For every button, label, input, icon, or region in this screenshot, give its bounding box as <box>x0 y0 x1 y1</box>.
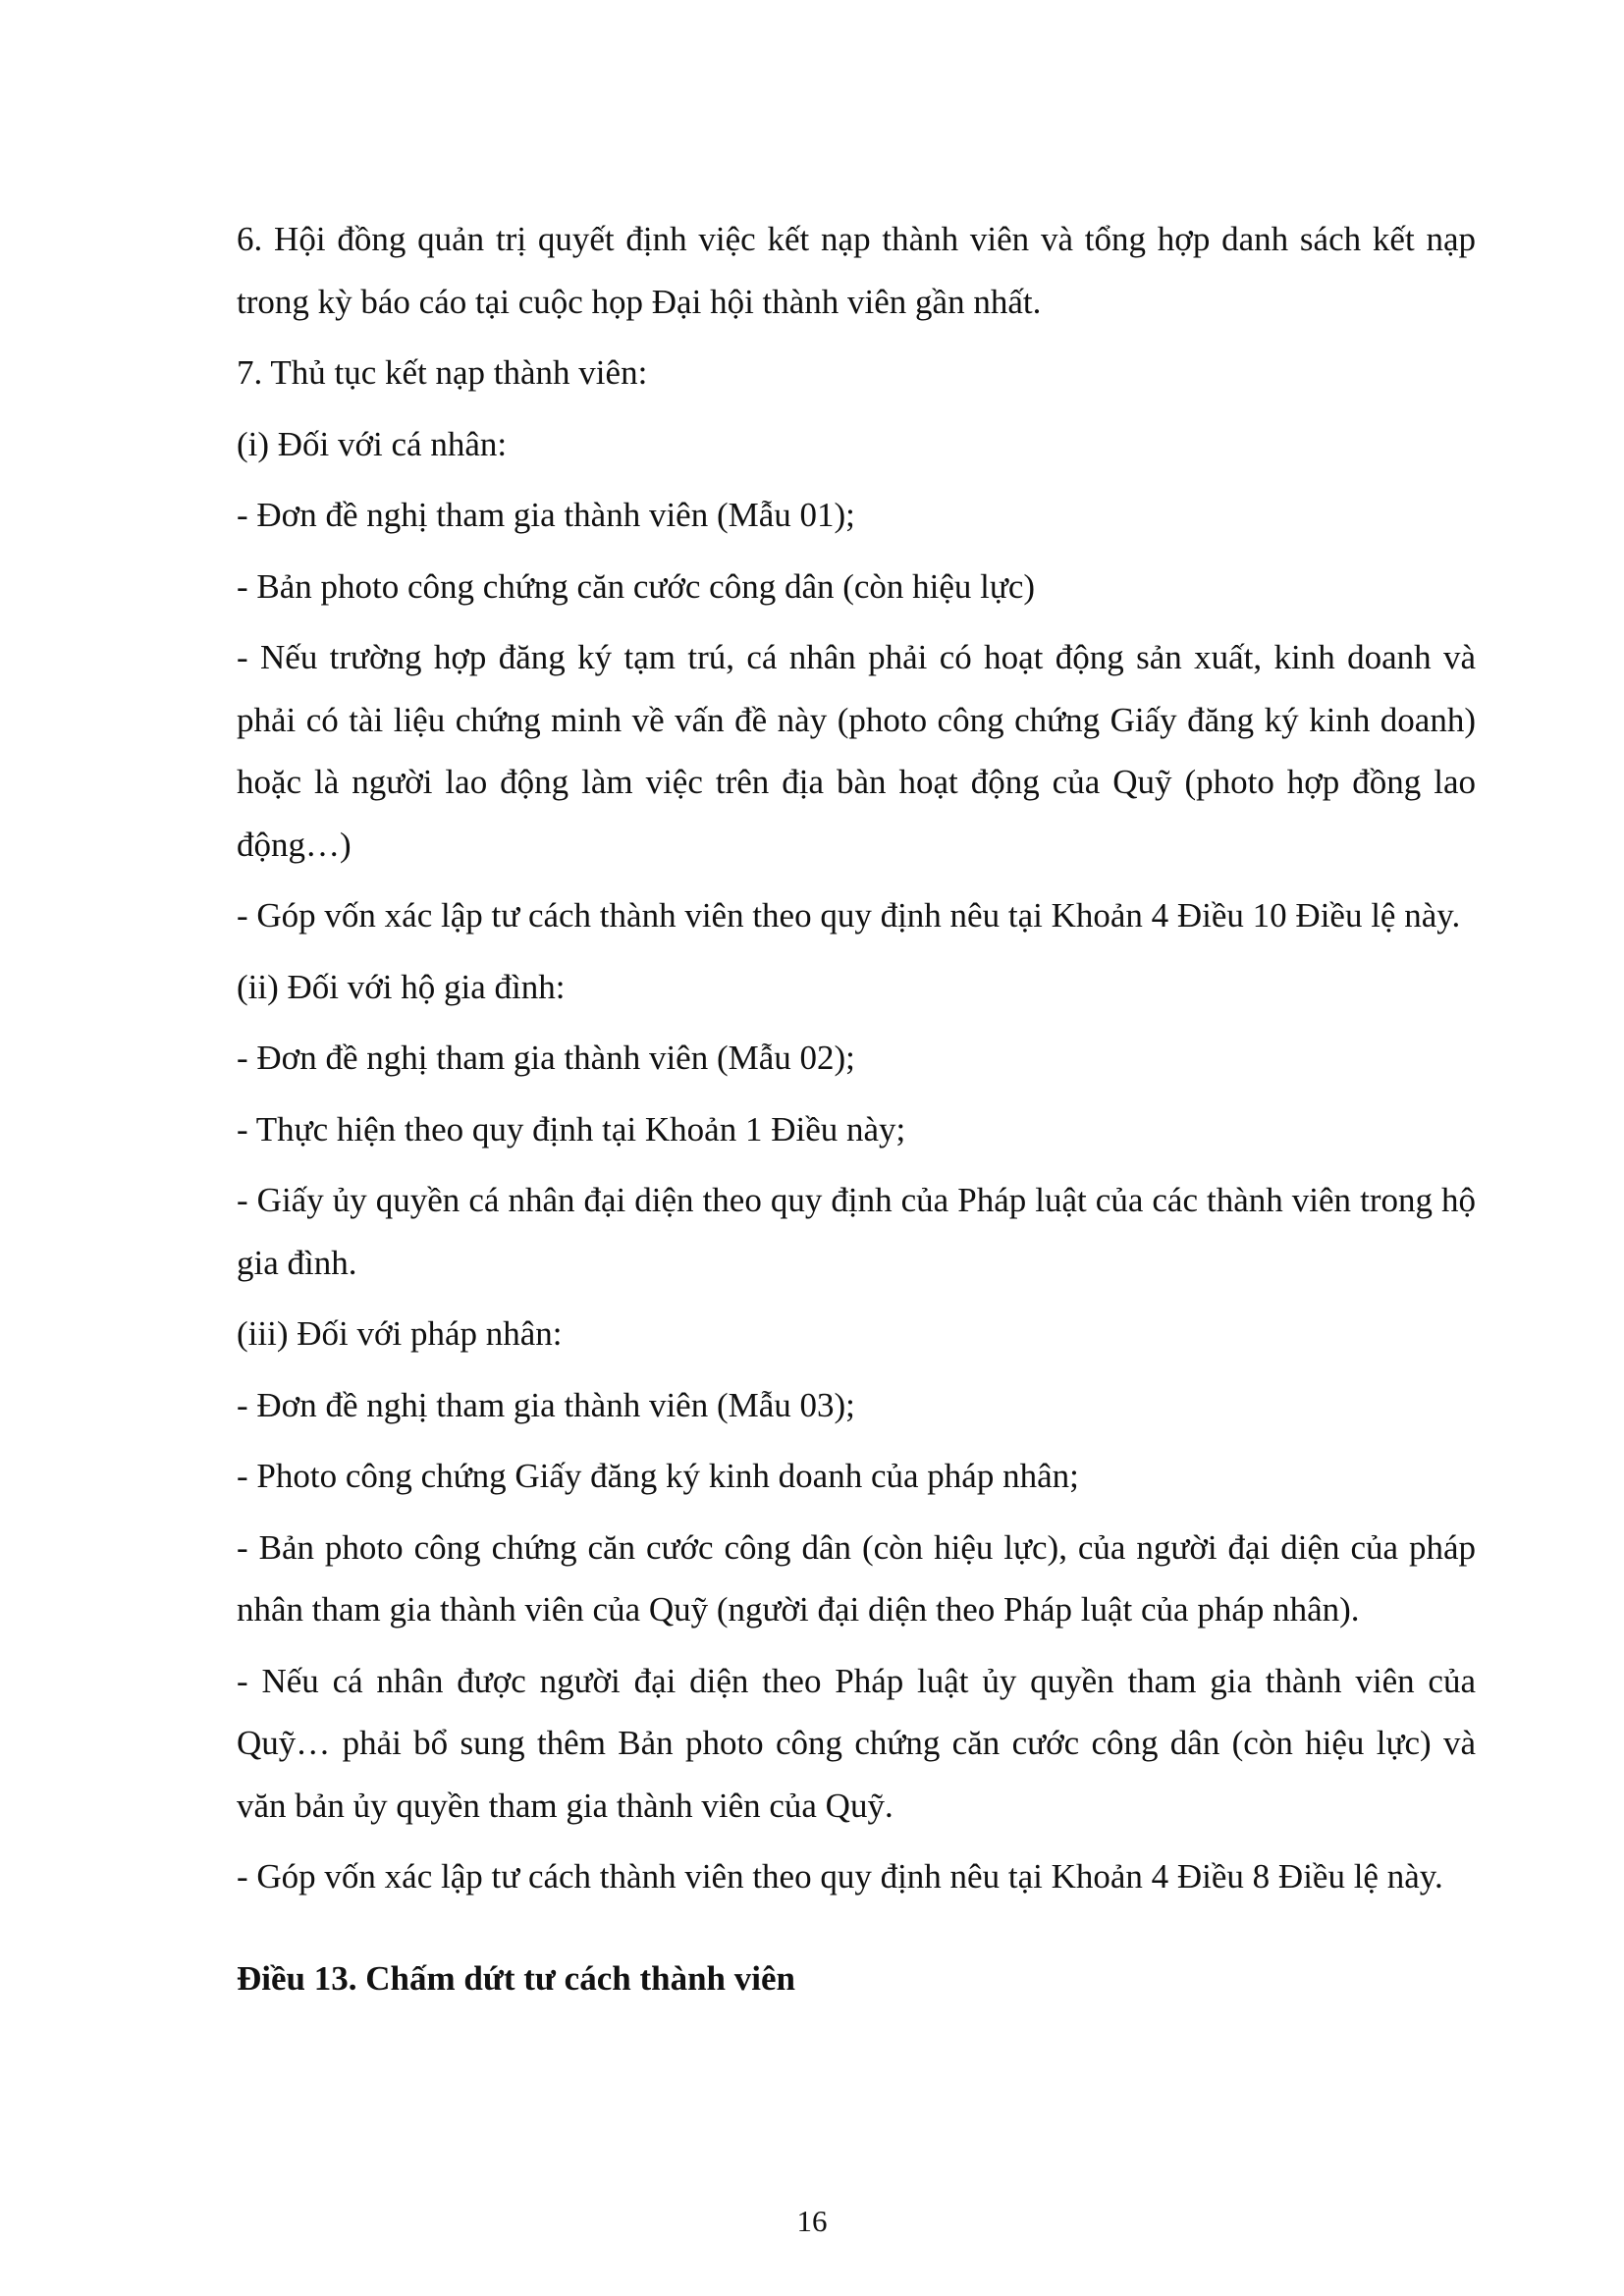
list-item: - Góp vốn xác lập tư cách thành viên theo quy định nêu tại Khoản 4 Điều 10 Điều lệ này. <box>237 896 1461 934</box>
subheading-individuals: (i) Đối với cá nhân: <box>237 424 508 463</box>
article-13-heading: Điều 13. Chấm dứt tư cách thành viên <box>237 1958 795 1998</box>
list-item: - Bản photo công chứng căn cước công dân (còn hiệu lực) <box>237 566 1036 606</box>
page-number: 16 <box>796 2204 828 2238</box>
list-item: - Góp vốn xác lập tư cách thành viên theo quy định nêu tại Khoản 4 Điều 8 Điều lệ này. <box>237 1857 1443 1896</box>
list-item: - Nếu trường hợp đăng ký tạm trú, cá nhân phải có hoạt động sản xuất, kinh doanh và phải có tài liệu chứng minh về vấn đề này (photo công chứng Giấy đăng ký kinh doanh) hoặc là người lao động làm việc trên địa bàn hoạt động của Quỹ (photo hợp đồng lao động…) <box>237 638 1476 864</box>
list-item: - Bản photo công chứng căn cước công dân (còn hiệu lực), của người đại diện của pháp nhân tham gia thành viên của Quỹ (người đại diện theo Pháp luật của pháp nhân). <box>237 1527 1476 1629</box>
list-item: - Đơn đề nghị tham gia thành viên (Mẫu 01); <box>237 496 855 534</box>
paragraph-item-7-admission-procedure: 7. Thủ tục kết nạp thành viên: <box>237 353 648 392</box>
subheading-households: (ii) Đối với hộ gia đình: <box>237 967 566 1006</box>
subheading-legal-entities: (iii) Đối với pháp nhân: <box>237 1314 563 1353</box>
list-item: - Nếu cá nhân được người đại diện theo Pháp luật ủy quyền tham gia thành viên của Quỹ… phải bổ sung thêm Bản photo công chứng căn cước công dân (còn hiệu lực) và văn bản ủy quyền tham gia thành viên của Quỹ. <box>237 1661 1476 1825</box>
list-item: - Đơn đề nghị tham gia thành viên (Mẫu 02); <box>237 1039 855 1077</box>
list-item: - Giấy ủy quyền cá nhân đại diện theo quy định của Pháp luật của các thành viên trong hộ gia đình. <box>237 1181 1476 1282</box>
document-body <box>237 208 1476 2009</box>
list-item: - Đơn đề nghị tham gia thành viên (Mẫu 03); <box>237 1385 855 1424</box>
list-item: - Photo công chứng Giấy đăng ký kinh doanh của pháp nhân; <box>237 1457 1079 1495</box>
paragraph-item-6-admission-decision: 6. Hội đồng quản trị quyết định việc kết nạp thành viên và tổng hợp danh sách kết nạp trong kỳ báo cáo tại cuộc họp Đại hội thành viên gần nhất. <box>237 220 1476 321</box>
list-item: - Thực hiện theo quy định tại Khoản 1 Điều này; <box>237 1109 906 1148</box>
